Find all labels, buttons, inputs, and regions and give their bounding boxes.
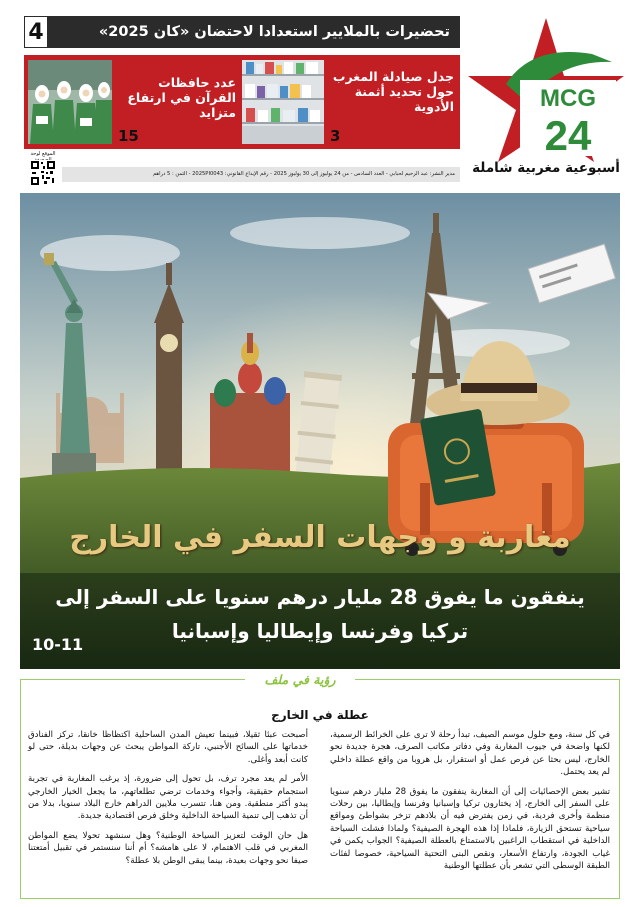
cover-title: مغاربة و وجهات السفر في الخارج bbox=[69, 520, 571, 555]
section-title: رؤية في ملف bbox=[245, 672, 355, 688]
teaser-quran-image[interactable] bbox=[28, 60, 112, 144]
headline-text: تحضيرات بالملايير استعدادا لاحتضان «كان 2025» bbox=[98, 24, 450, 40]
article-paragraph: في كل سنة، ومع حلول موسم الصيف، تبدأ رحلة لا ترى على الخرائط الرسمية، لكنها واضحة في جيوب المغاربة وفي دفاتر مكاتب الصرف، هجرة جديدة نحو الخارج، ليس بحثا عن فرص عمل أو استقرار، بل هروبا من واقع عطلة داخلي لم يعد يحتمل. bbox=[330, 730, 610, 778]
teaser-quran-title[interactable]: عدد حافظات القرآن في ارتفاع متزايد bbox=[127, 75, 236, 120]
cover-subtitle-line1: ينفقون ما يفوق 28 مليار درهم سنويا على السفر إلى bbox=[55, 585, 585, 609]
headline-page-number: 4 bbox=[24, 16, 48, 48]
star-logo-icon bbox=[462, 14, 630, 164]
newspaper-logo[interactable] bbox=[462, 14, 630, 164]
article-paragraph: أصبحت عبئا ثقيلا، فبينما تعيش المدن الساحلية اكتظاظا خانقا، تركز الفنادق خدماتها على السائح الأجنبي، تاركة المواطن يبحث عن وجهات بديلة، حتى لو كانت أبعد وأغلى. bbox=[28, 730, 308, 765]
headline-bar[interactable] bbox=[24, 16, 460, 48]
qr-code-icon[interactable] bbox=[30, 160, 56, 186]
teaser-strip bbox=[24, 55, 460, 149]
article-title: عطلة في الخارج bbox=[271, 708, 369, 722]
article-column-right bbox=[330, 729, 610, 879]
article-paragraph: تشير بعض الإحصائيات إلى أن المغاربة ينفقون ما يفوق 28 مليار درهم سنويا على السفر إلى الخارج، إذ يختارون تركيا وإسبانيا وفرنسا وإيطاليا، بين رحلات منظمة وأخرى فردية، في زمن يفترض فيه أن بلادهم تزخر بشواطئ ومواقع سياحية تستحق الزيارة، فلماذا إذا هذه الهجرة الصيفية؟ ولماذا فشلت السياحة الداخلية في استقطاب الراغبين بالاستمتاع بالعطلة الصيفية؟ الجواب يكمن في غياب الجودة، وارتفاع الأسعار، ونقص البنى التحتية السياحية، خصوصا لفئات الطبقة الوسطى التي تشعر بأن عطلتها الوطنية bbox=[330, 786, 610, 872]
cover-image[interactable] bbox=[20, 193, 620, 669]
tagline: أسبوعية مغربية شاملة bbox=[472, 160, 620, 176]
article-paragraph: الأمر لم يعد مجرد ترف، بل تحول إلى ضرورة، إذ يرغب المغاربة في تجربة استجمام حقيقية، وأجواء وخدمات ترضي تطلعاتهم، ما يجعل الخيار الخارجي يبدو أكثر منطقية. ومن هنا، تتسرب ملايين الدراهم خارج البلاد سنويا، بدلا من أن تذهب إلى تنمية السياحة الداخلية وخلق فرص اقتصادية جديدة. bbox=[28, 774, 308, 822]
logo-text-bottom: 24 bbox=[544, 112, 592, 159]
imprint-line: مدير النشر: عبد الرحيم لحبابي - العدد السادس - من 24 يوليوز إلى 30 يوليوز 2025 - رقم الإيداع القانوني: 2025PI0043 - الثمن : 5 دراهم bbox=[62, 167, 460, 182]
cover-page-reference[interactable]: 10-11 bbox=[32, 635, 84, 654]
teaser-pharmacy-title[interactable]: جدل صيادلة المغرب حول تحديد أثمنة الأدوية bbox=[332, 69, 454, 114]
logo-text-top: MCG bbox=[540, 85, 596, 112]
teaser-pharmacy-page: 3 bbox=[330, 127, 341, 145]
article-column-left bbox=[28, 729, 308, 874]
qr-label: الموقع لوحة bbox=[30, 151, 56, 157]
article-paragraph: هل حان الوقت لتعزيز السياحة الوطنية؟ وهل سنشهد تحولا يضع المواطن المغربي في قلب الاهتمام، لا على هامشه؟ أم أننا سنستمر في تقبيل أمتعتنا صيفا نحو وجهات بعيدة، بينما يبقى الوطن بلا عطلة؟ bbox=[28, 830, 308, 866]
teaser-quran-page: 15 bbox=[118, 127, 139, 145]
cover-subtitle-line2: تركيا وفرنسا وإيطاليا وإسبانيا bbox=[171, 619, 469, 643]
teaser-pharmacy-image[interactable] bbox=[242, 60, 324, 144]
